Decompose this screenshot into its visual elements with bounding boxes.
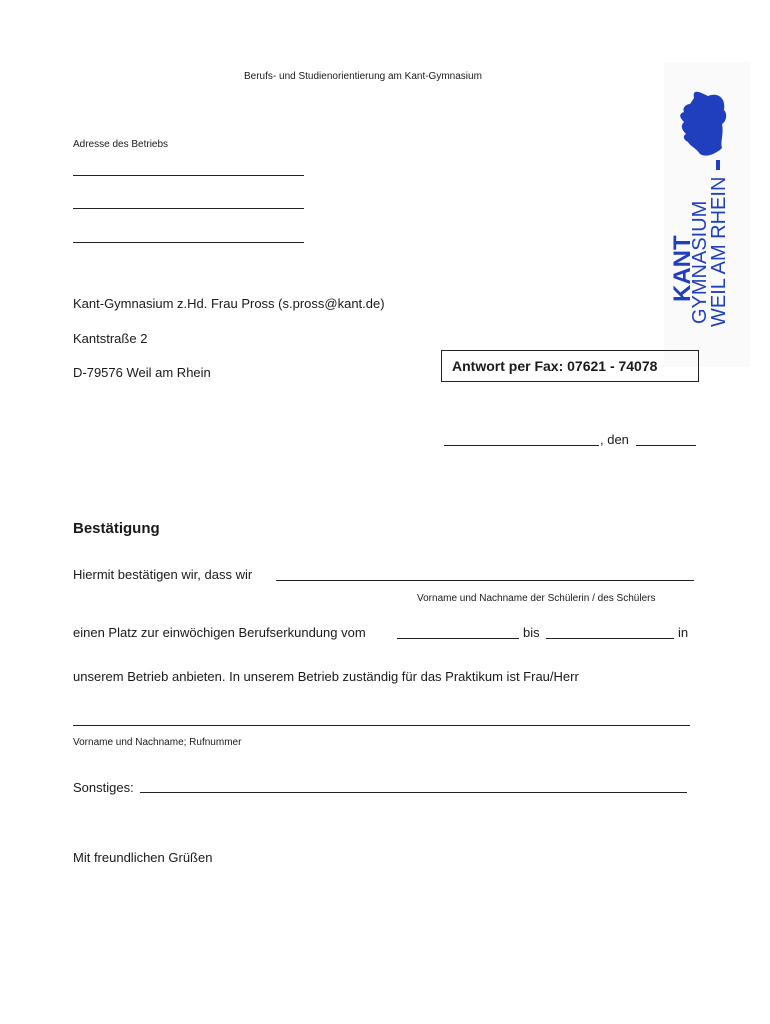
from-date-field[interactable] [397, 638, 519, 639]
date-field[interactable] [636, 445, 696, 446]
date-separator: , den [600, 432, 629, 447]
bis-label: bis [523, 625, 540, 640]
sentence-2: unserem Betrieb anbieten. In unserem Betrieb zuständig für das Praktikum ist Frau/Herr [73, 669, 579, 684]
logo-line-weil: WEIL AM RHEIN [708, 176, 730, 327]
school-logo [664, 62, 750, 367]
fax-box: Antwort per Fax: 07621 - 74078 [441, 350, 699, 382]
recipient-line-1: Kant-Gymnasium z.Hd. Frau Pross (s.pross@kant.de) [73, 296, 385, 311]
logo-bar [716, 160, 720, 170]
other-field[interactable] [140, 792, 687, 793]
company-address-label: Adresse des Betriebs [73, 139, 169, 150]
student-caption: Vorname und Nachname der Schülerin / des Schülers [417, 593, 656, 604]
other-label: Sonstiges: [73, 780, 134, 795]
closing: Mit freundlichen Grüßen [73, 850, 213, 865]
kant-profile-silhouette-icon [664, 62, 750, 172]
logo-line-gymnasium: GYMNASIUM [689, 200, 711, 324]
contact-caption: Vorname und Nachname; Rufnummer [73, 737, 242, 748]
logo-line-kant: KANT [669, 235, 696, 302]
place-prefix: einen Platz zur einwöchigen Berufserkundung vom [73, 625, 366, 640]
page-title: Bestätigung [73, 520, 160, 537]
to-date-field[interactable] [546, 638, 674, 639]
address-line-2[interactable] [73, 208, 304, 209]
in-label: in [678, 625, 689, 640]
place-field[interactable] [444, 445, 599, 446]
address-line-3[interactable] [73, 242, 304, 243]
recipient-line-2: Kantstraße 2 [73, 331, 148, 346]
confirm-prefix: Hiermit bestätigen wir, dass wir [73, 567, 253, 582]
contact-field[interactable] [73, 725, 690, 726]
address-line-1[interactable] [73, 175, 304, 176]
program-title: Berufs- und Studienorientierung am Kant-Gymnasium [244, 71, 482, 82]
student-name-field[interactable] [276, 580, 694, 581]
recipient-line-3: D-79576 Weil am Rhein [73, 365, 211, 380]
